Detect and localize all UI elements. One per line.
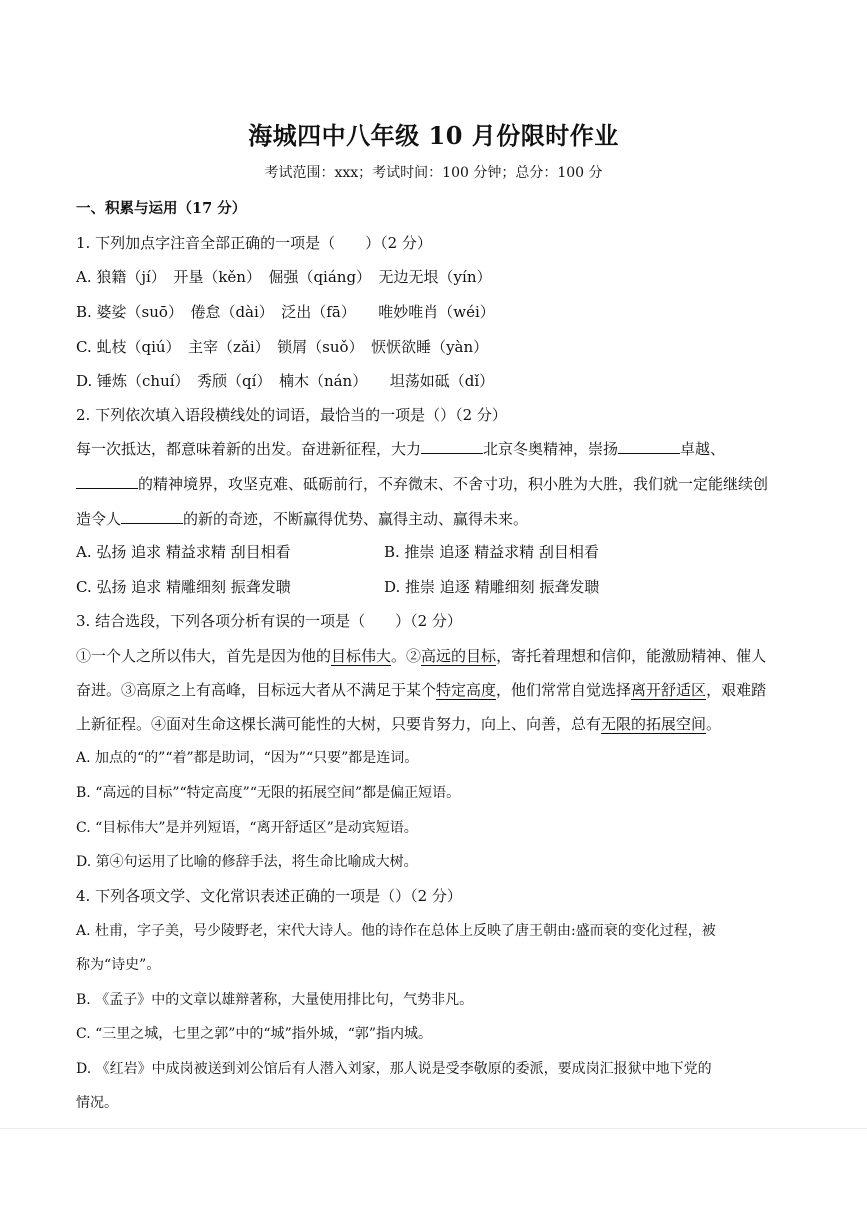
q2-stem: 2. 下列依次填入语段横线处的词语，最恰当的一项是（）（2 分） <box>76 406 507 424</box>
q1-option-b: B. 婆娑（suō） 倦怠（dài） 泛出（fā） 唯妙唯肖（wéi） <box>76 303 495 321</box>
q3-text: 。② <box>391 647 422 665</box>
q2-option-d: D. 推崇 追逐 精雕细刻 振聋发聩 <box>384 578 600 596</box>
q4-option-a-line1: A. 杜甫，字子美，号少陵野老，宋代大诗人。他的诗作在总体上反映了唐王朝由:盛而衰的变化过程，被 <box>76 923 716 939</box>
q2-option-c: C. 弘扬 追求 精雕细刻 振聋发聩 <box>76 578 291 596</box>
q2-options-row2 <box>76 577 600 597</box>
q3-stem: 3. 结合选段，下列各项分析有误的一项是（ ）（2 分） <box>76 612 462 630</box>
q2-text: 的新的奇迹，不断赢得优势、赢得主动、赢得未来。 <box>183 510 529 528</box>
blank-footer <box>0 1129 867 1226</box>
section-heading: 一、积累与运用（17 分） <box>76 200 247 217</box>
q3-option-b: B. “高远的目标”“特定高度”“无限的拓展空间”都是偏正短语。 <box>76 785 461 801</box>
underlined-phrase: 高远的目标 <box>421 647 497 665</box>
q2-text: 造令人 <box>76 510 122 528</box>
q3-text: ，他们常常自觉选择 <box>496 681 632 699</box>
q3-text: ，寄托着理想和信仰，能激励精神、催人 <box>496 647 767 665</box>
q4-option-b: B. 《孟子》中的文章以雄辩著称，大量使用排比句，气势非凡。 <box>76 992 474 1008</box>
q3-passage-line1 <box>76 646 766 666</box>
fill-blank <box>76 474 138 489</box>
q3-text: 上新征程。④面对生命这棵长满可能性的大树，只要肯努力，向上、向善，总有 <box>76 715 602 733</box>
q2-options-row1 <box>76 542 599 562</box>
q1-option-d: D. 锤炼（chuí） 秀颀（qí） 楠木（nán） 坦荡如砥（dǐ） <box>76 372 495 390</box>
q4-option-c: C. “三里之城，七里之郭”中的“城”指外城，“郭”指内城。 <box>76 1026 433 1042</box>
q3-option-a: A. 加点的“的”“着”都是助词，“因为”“只要”都是连词。 <box>76 750 419 766</box>
q3-passage-line2 <box>76 680 766 700</box>
underlined-phrase: 特定高度 <box>436 681 497 699</box>
q3-option-c: C. “目标伟大”是并列短语，“离开舒适区”是动宾短语。 <box>76 820 418 836</box>
q3-passage-line3 <box>76 714 721 734</box>
q1-option-c: C. 虬枝（qiú） 主宰（zǎi） 锁屑（suǒ） 恹恹欲睡（yàn） <box>76 338 489 356</box>
q3-text: ①一个人之所以伟大，首先是因为他的 <box>76 647 332 665</box>
underlined-phrase: 无限的拓展空间 <box>601 715 707 733</box>
q2-text: 的精神境界，攻坚克难、砥砺前行，不弃微末、不舍寸功，积小胜为大胜，我们就一定能继续创 <box>138 475 769 493</box>
q2-passage-line2 <box>76 474 768 494</box>
q3-text: 。 <box>706 715 722 733</box>
q2-passage-line3 <box>76 509 528 529</box>
fill-blank <box>121 509 183 524</box>
q2-text: 北京冬奥精神，崇扬 <box>483 440 619 458</box>
fill-blank <box>618 439 680 454</box>
exam-info: 考试范围：xxx；考试时间：100 分钟；总分：100 分 <box>264 165 603 181</box>
fill-blank <box>421 439 483 454</box>
q3-text: ，艰难踏 <box>706 681 767 699</box>
exam-title: 海城四中八年级 10 月份限时作业 <box>248 121 619 150</box>
q1-option-a: A. 狼籍（jí） 开垦（kěn） 倔强（qiáng） 无边无垠（yín） <box>76 268 492 286</box>
q4-option-d-line2: 情况。 <box>76 1095 118 1111</box>
q2-option-a: A. 弘扬 追求 精益求精 刮目相看 <box>76 543 291 561</box>
q2-passage-line1 <box>76 439 725 459</box>
q2-text: 每一次抵达，都意味着新的出发。奋进新征程，大力 <box>76 440 422 458</box>
q3-option-d: D. 第④句运用了比喻的修辞手法，将生命比喻成大树。 <box>76 854 418 870</box>
q4-option-d-line1: D. 《红岩》中成岗被送到刘公馆后有人潜入刘家，那人说是受李敬原的委派，要成岗汇报狱中地下党的 <box>76 1061 712 1077</box>
q4-option-a-line2: 称为“诗史”。 <box>76 957 161 973</box>
q2-option-b: B. 推崇 追逐 精益求精 刮目相看 <box>384 543 599 561</box>
underlined-phrase: 离开舒适区 <box>631 681 707 699</box>
q4-stem: 4. 下列各项文学、文化常识表述正确的一项是（）（2 分） <box>76 887 462 905</box>
q1-stem: 1. 下列加点字注音全部正确的一项是（ ）（2 分） <box>76 234 432 252</box>
q2-text: 卓越、 <box>680 440 726 458</box>
q3-text: 奋进。③高原之上有高峰，目标远大者从不满足于某个 <box>76 681 437 699</box>
underlined-phrase: 目标伟大 <box>331 647 392 665</box>
